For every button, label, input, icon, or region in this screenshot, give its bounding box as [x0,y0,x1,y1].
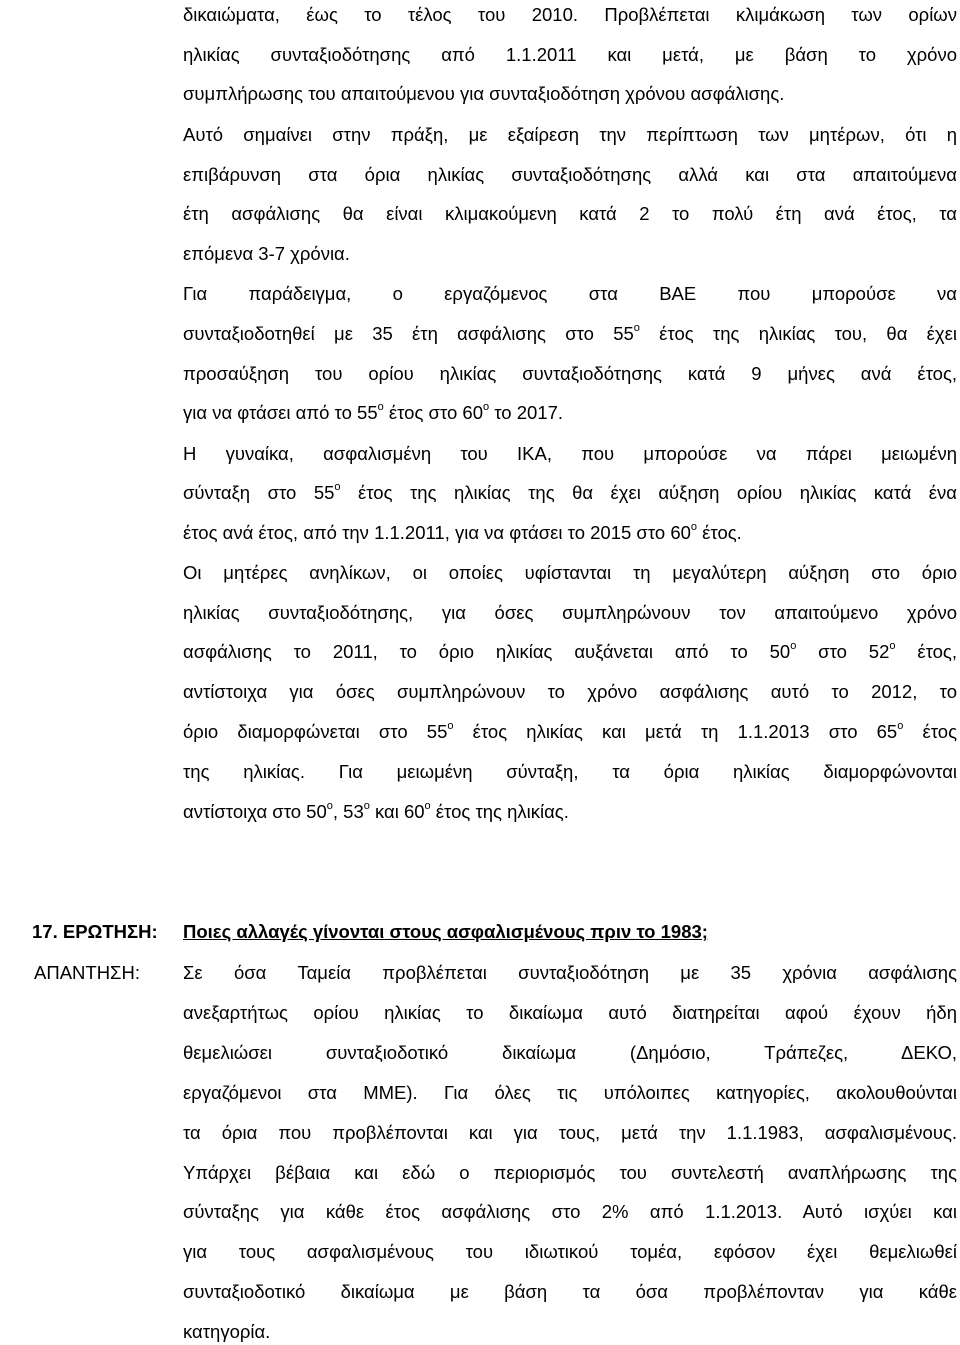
paragraph-line [183,800,957,824]
paragraph-line: προσαύξηση του ορίου ηλικίας συνταξιοδότησης κατά 9 μήνες ανά έτος, [183,363,957,384]
answer-line: εργαζόμενοι στα ΜΜΕ). Για όλες τις υπόλοιπες κατηγορίες, ακολουθούνται [183,1082,957,1103]
text-run: έτος της ηλικίας. [430,801,569,822]
paragraph-line: επιβάρυνση στα όρια ηλικίας συνταξιοδότησης αλλά και στα απαιτούμενα [183,164,957,185]
paragraph-line: Για παράδειγμα, ο εργαζόμενος στα ΒΑΕ που μπορούσε να [183,283,957,304]
paragraph-line: Η γυναίκα, ασφαλισμένη του ΙΚΑ, που μπορούσε να πάρει μειωμένη [183,443,957,464]
paragraph-line: αντίστοιχα για όσες συμπληρώνουν το χρόνο ασφάλισης αυτό το 2012, το [183,681,957,702]
paragraph-line [183,401,957,425]
text-run: έτος της ηλικίας του, θα έχει [639,323,957,344]
text-run: έτος ανά έτος, από την 1.1.2011, για να φτάσει το 2015 στο 60 [183,522,691,543]
superscript: ο [690,521,698,533]
paragraph-line: Οι μητέρες ανηλίκων, οι οποίες υφίστανται τη μεγαλύτερη αύξηση στο όριο [183,562,957,583]
paragraph-line: Αυτό σημαίνει στην πράξη, με εξαίρεση την περίπτωση των μητέρων, ότι η [183,124,957,145]
paragraph-line: δικαιώματα, έως το τέλος του 2010. Προβλέπεται κλιμάκωση των ορίων [183,4,957,25]
text-run: συνταξιοδοτηθεί με 35 έτη ασφάλισης στο 55 [183,323,634,344]
paragraph-line: συμπλήρωσης του απαιτούμενου για συνταξιοδότηση χρόνου ασφάλισης. [183,83,785,104]
text-run: και 60 [369,801,425,822]
superscript: ο [326,800,333,812]
answer-line: σύνταξης για κάθε έτος ασφάλισης στο 2% από 1.1.2013. Αυτό ισχύει και [183,1201,957,1222]
text-run: έτος [903,721,957,742]
paragraph-line: επόμενα 3-7 χρόνια. [183,243,350,264]
text-run: έτος, [895,641,957,662]
superscript: ο [377,401,384,413]
answer-line: κατηγορία. [183,1321,271,1342]
text-run: ασφάλισης το 2011, το όριο ηλικίας αυξάνεται από το 50 [183,641,791,662]
superscript: ο [790,640,797,652]
answer-line: θεμελιώσει συνταξιοδοτικό δικαίωμα (Δημόσιο, Τράπεζες, ΔΕΚΟ, [183,1042,957,1063]
text-run: όριο διαμορφώνεται στο 55 [183,721,448,742]
text-run: σύνταξη στο 55 [183,482,335,503]
question-text: Ποιες αλλαγές γίνονται στους ασφαλισμένους πριν το 1983; [183,921,708,942]
paragraph-line: ηλικίας συνταξιοδότησης, για όσες συμπληρώνουν τον απαιτούμενο χρόνο [183,602,957,623]
paragraph-line [183,521,957,545]
text-run: έτος ηλικίας και μετά τη 1.1.2013 στο 65 [453,721,898,742]
text-run: έτος. [697,522,742,543]
answer-line: τα όρια που προβλέπονται και για τους, μετά την 1.1.1983, ασφαλισμένους. [183,1122,957,1143]
text-run: έτος στο 60 [383,402,483,423]
answer-line: Σε όσα Ταμεία προβλέπεται συνταξιοδότηση με 35 χρόνια ασφάλισης [183,962,957,983]
superscript: ο [363,800,370,812]
superscript: ο [424,800,431,812]
text-run: το 2017. [489,402,564,423]
superscript: ο [334,481,341,493]
text-run: , 53 [332,801,364,822]
superscript: ο [889,640,896,652]
paragraph-line [183,481,957,505]
superscript: ο [897,720,904,732]
superscript: ο [483,401,490,413]
answer-label: ΑΠΑΝΤΗΣΗ: [34,962,140,983]
answer-line: συνταξιοδοτικό δικαίωμα με βάση τα όσα προβλέπονταν για κάθε [183,1281,957,1302]
superscript: ο [447,720,454,732]
paragraph-line: έτη ασφάλισης θα είναι κλιμακούμενη κατά 2 το πολύ έτη ανά έτος, τα [183,203,957,224]
paragraph-line: της ηλικίας. Για μειωμένη σύνταξη, τα όρια ηλικίας διαμορφώνονται [183,761,957,782]
superscript: ο [633,322,640,334]
answer-line: για τους ασφαλισμένους του ιδιωτικού τομέα, εφόσον έχει θεμελιωθεί [183,1241,957,1262]
paragraph-line [183,640,957,664]
text-run: αντίστοιχα στο 50 [183,801,327,822]
answer-line: ανεξαρτήτως ορίου ηλικίας το δικαίωμα αυτό διατηρείται αφού έχουν ήδη [183,1002,957,1023]
text-run: στο 52 [796,641,890,662]
text-run: έτος της ηλικίας της θα έχει αύξηση ορίου ηλικίας κατά ένα [340,482,957,503]
paragraph-line [183,720,957,744]
paragraph-line: ηλικίας συνταξιοδότησης από 1.1.2011 και μετά, με βάση το χρόνο [183,44,957,65]
text-run: για να φτάσει από το 55 [183,402,378,423]
paragraph-line [183,322,957,346]
question-label: 17. ΕΡΩΤΗΣΗ: [32,921,158,942]
answer-line: Υπάρχει βέβαια και εδώ ο περιορισμός του συντελεστή αναπλήρωσης της [183,1162,957,1183]
